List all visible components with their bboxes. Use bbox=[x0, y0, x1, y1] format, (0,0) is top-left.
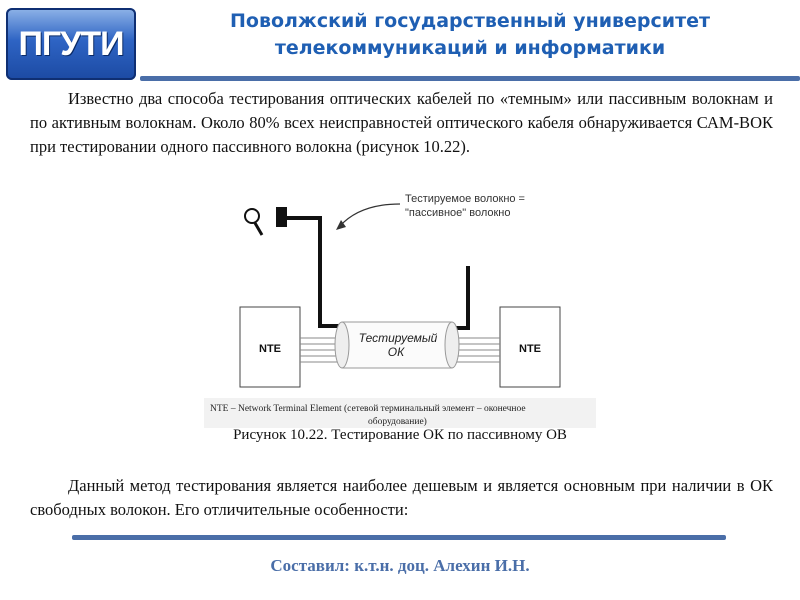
university-logo bbox=[6, 8, 136, 80]
header-divider bbox=[140, 76, 800, 81]
cable-label-1: Тестируемый bbox=[358, 331, 438, 345]
active-fiber-line bbox=[456, 266, 468, 328]
fibers-right bbox=[456, 338, 500, 362]
method-paragraph bbox=[30, 474, 773, 522]
intro-text: Известно два способа тестирования оптических кабелей по «темным» или пассивным волокнам и по активным волокнам. Около 80% всех неисправностей оптического кабеля обнаруживается САМ-ВОК при тестировании одного пассивного волокна (рисунок 10.22). bbox=[30, 89, 773, 156]
figure-diagram bbox=[200, 190, 600, 430]
cable-label-2: ОК bbox=[387, 345, 405, 359]
page-title bbox=[150, 8, 790, 62]
legend-text-1: NTE – Network Terminal Element (сетевой терминальный элемент – оконечное bbox=[210, 404, 526, 414]
nte-label-right: NTE bbox=[519, 343, 541, 355]
tester-probe-icon bbox=[245, 209, 262, 235]
callout-arrow bbox=[340, 204, 400, 226]
title-line-2: телекоммуникаций и информатики bbox=[274, 37, 666, 59]
footer-divider bbox=[72, 535, 726, 540]
footer-author: Составил: к.т.н. доц. Алехин И.Н. bbox=[270, 556, 530, 575]
callout-text-1: Тестируемое волокно = bbox=[405, 193, 525, 205]
intro-paragraph bbox=[30, 87, 773, 159]
logo-text: ПГУТИ bbox=[18, 25, 124, 63]
nte-label-left: NTE bbox=[259, 343, 281, 355]
callout-text-2: "пассивное" волокно bbox=[405, 207, 511, 219]
title-line-1: Поволжский государственный университет bbox=[229, 10, 711, 32]
method-text: Данный метод тестирования является наиболее дешевым и является основным при наличии в ОК свободных волокон. Его отличительные особенности: bbox=[30, 476, 773, 519]
legend-text-2: оборудование) bbox=[368, 417, 427, 427]
figure-caption: Рисунок 10.22. Тестирование ОК по пассивному ОВ bbox=[233, 427, 567, 443]
fibers-left bbox=[300, 338, 340, 362]
test-connector bbox=[276, 207, 287, 227]
